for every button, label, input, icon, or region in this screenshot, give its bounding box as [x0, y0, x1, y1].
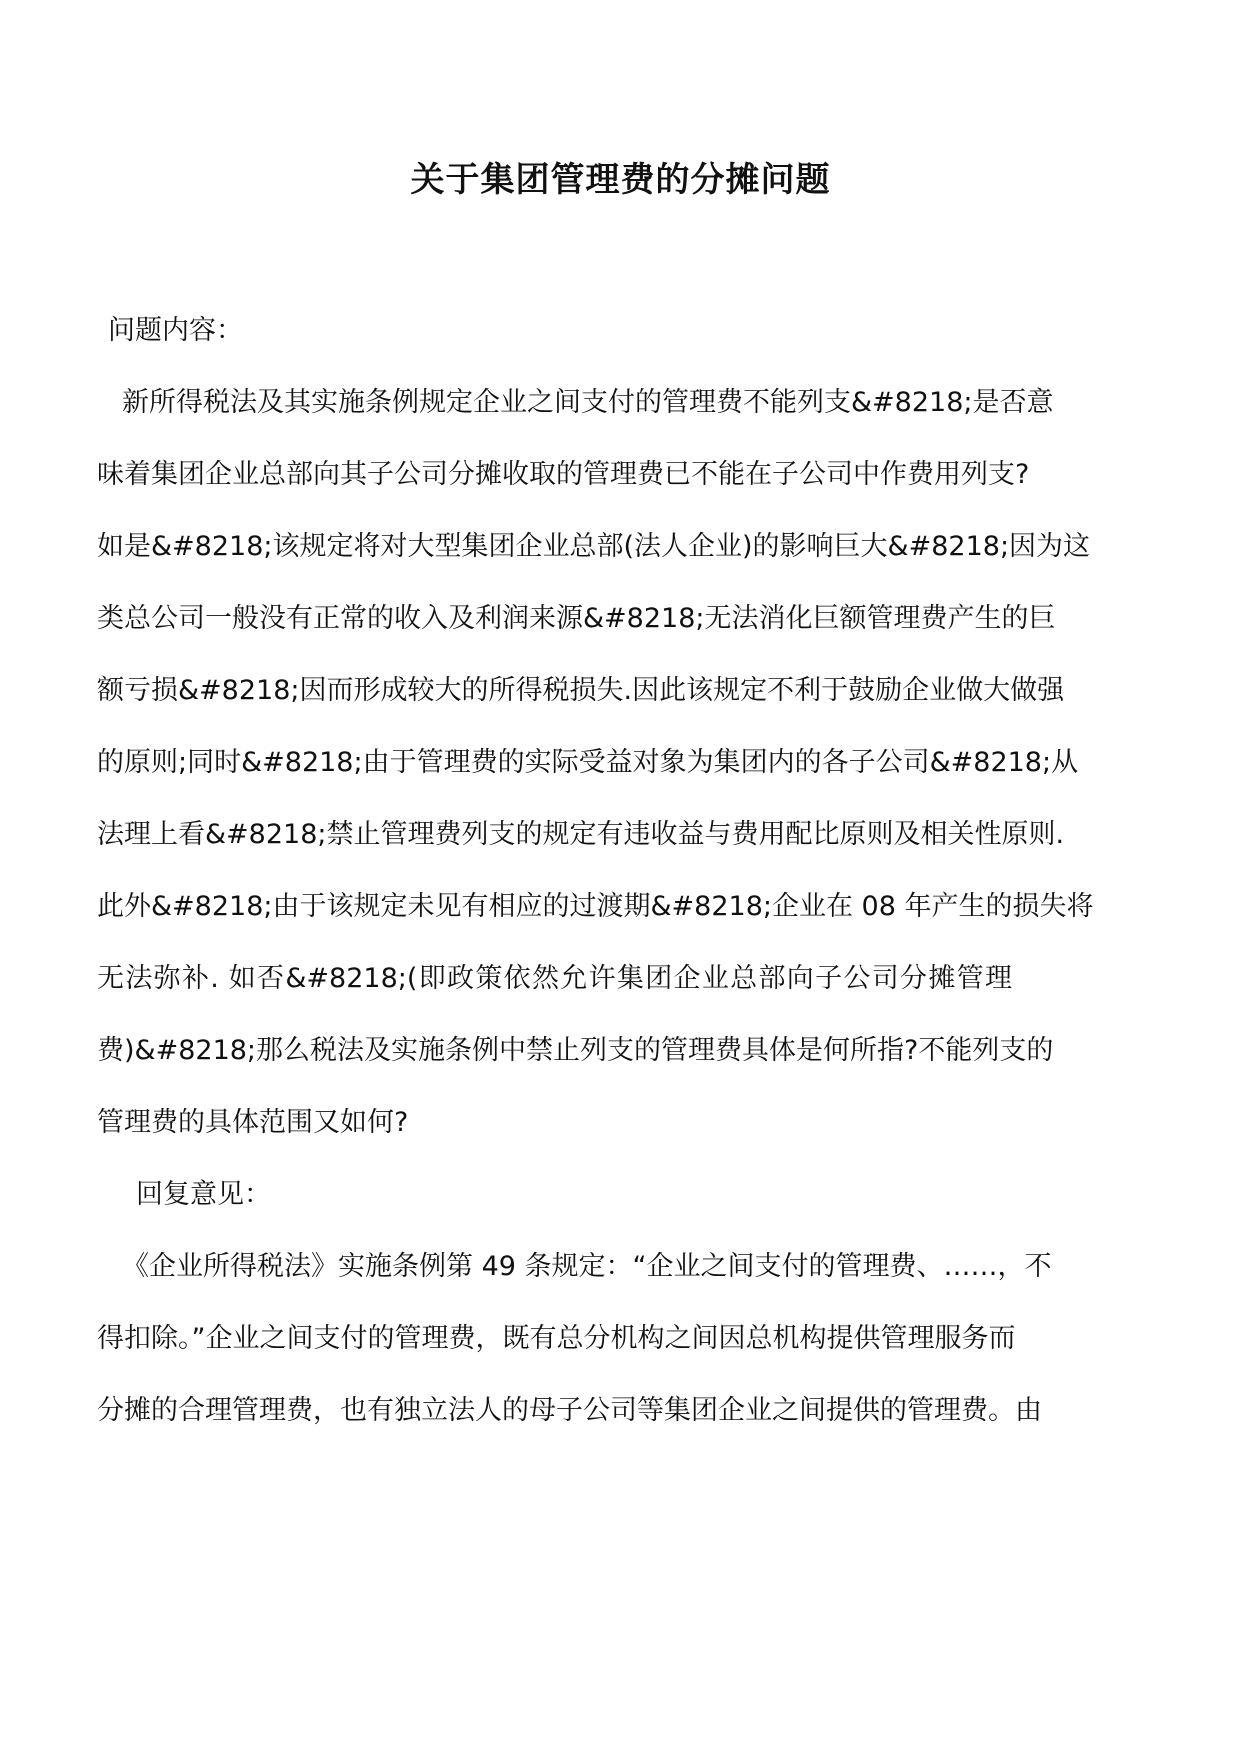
question-line-4: 类总公司一般没有正常的收入及利润来源&#8218;无法消化巨额管理费产生的巨: [97, 603, 1056, 634]
question-line-7: 法理上看&#8218;禁止管理费列支的规定有违收益与费用配比原则及相关性原则.: [97, 819, 1065, 850]
question-line-5: 额亏损&#8218;因而形成较大的所得税损失.因此该规定不利于鼓励企业做大做强: [97, 675, 1065, 706]
reply-line-1: 《企业所得税法》实施条例第 49 条规定：“企业之间支付的管理费、……，不: [122, 1251, 1052, 1282]
question-line-1: 新所得税法及其实施条例规定企业之间支付的管理费不能列支&#8218;是否意: [122, 387, 1054, 418]
question-line-10: 费)&#8218;那么税法及实施条例中禁止列支的管理费具体是何所指?不能列支的: [97, 1035, 1054, 1066]
question-line-6: 的原则;同时&#8218;由于管理费的实际受益对象为集团内的各子公司&#8218;从: [97, 747, 1079, 778]
reply-heading: 回复意见：: [136, 1179, 271, 1210]
question-heading: 问题内容：: [108, 315, 243, 346]
reply-line-2: 得扣除。”企业之间支付的管理费，既有总分机构之间因总机构提供管理服务而: [97, 1323, 1016, 1354]
question-line-11: 管理费的具体范围又如何?: [97, 1107, 409, 1138]
question-line-3: 如是&#8218;该规定将对大型集团企业总部(法人企业)的影响巨大&#8218;因为这: [97, 531, 1091, 562]
question-line-9: 无法弥补. 如否&#8218;(即政策依然允许集团企业总部向子公司分摊管理: [97, 963, 1012, 994]
reply-line-3: 分摊的合理管理费，也有独立法人的母子公司等集团企业之间提供的管理费。由: [97, 1395, 1042, 1426]
question-line-2: 味着集团企业总部向其子公司分摊收取的管理费已不能在子公司中作费用列支?: [97, 459, 1030, 490]
document-title: 关于集团管理费的分摊问题: [410, 160, 831, 200]
question-line-8: 此外&#8218;由于该规定未见有相应的过渡期&#8218;企业在 08 年产生的损失将: [97, 891, 1094, 922]
